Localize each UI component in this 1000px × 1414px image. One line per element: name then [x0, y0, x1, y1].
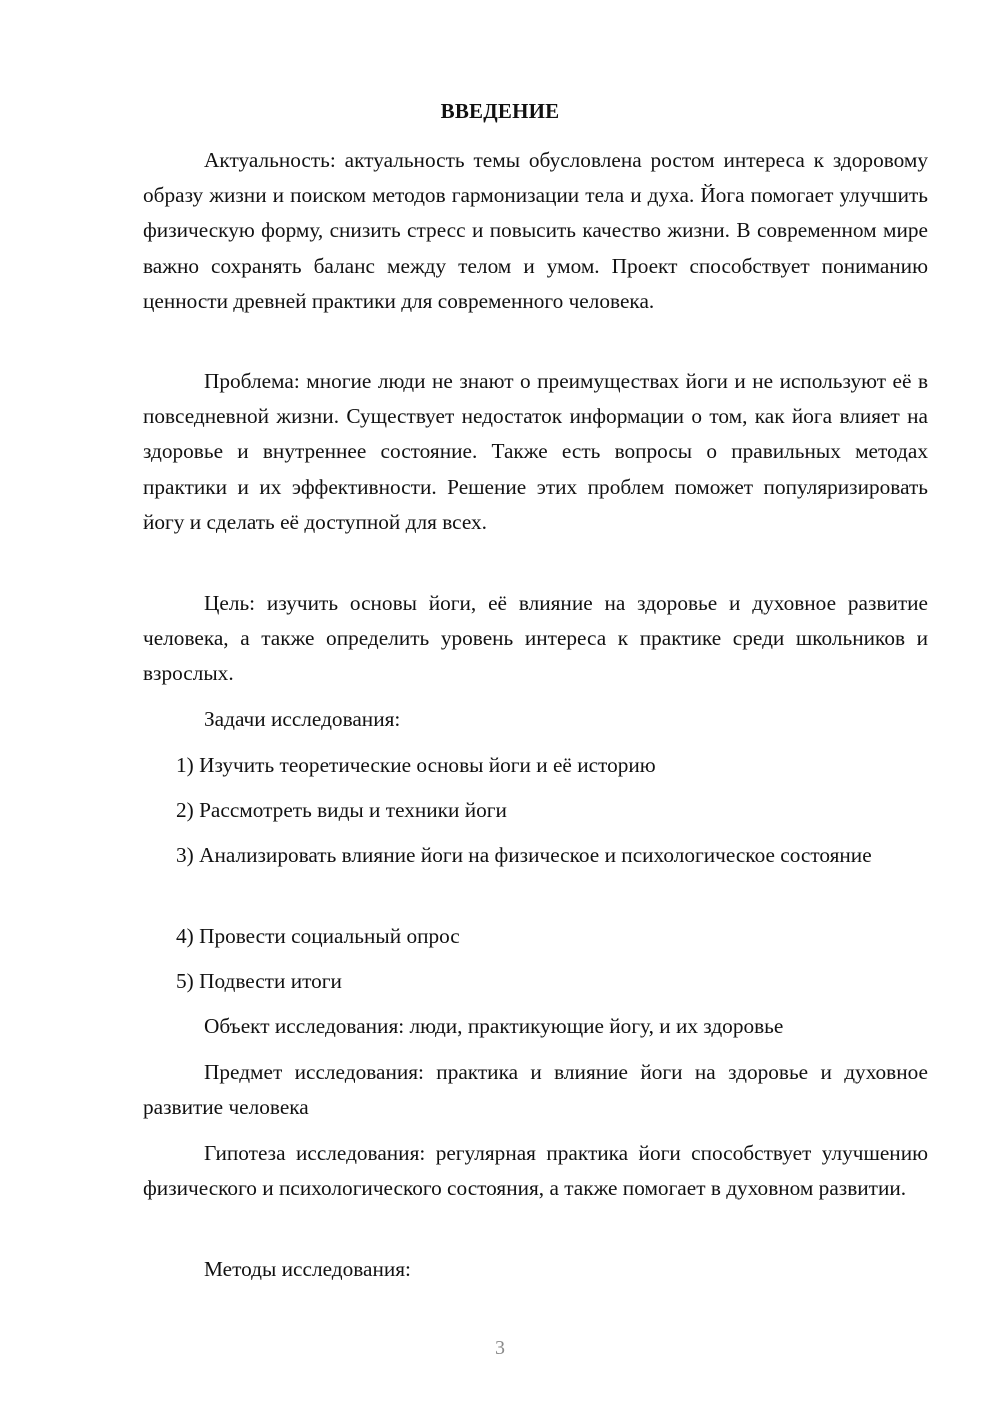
- paragraph-object: Объект исследования: люди, практикующие йогу, и их здоровье: [204, 1014, 784, 1038]
- task-item-1: 1) Изучить теоретические основы йоги и её историю: [176, 753, 656, 777]
- task-item-4: 4) Провести социальный опрос: [176, 924, 460, 948]
- task-item-2: 2) Рассмотреть виды и техники йоги: [176, 798, 507, 822]
- task-item-3: 3) Анализировать влияние йоги на физическое и психологическое состояние: [176, 843, 872, 867]
- paragraph-tasks-heading: Задачи исследования:: [204, 707, 401, 731]
- paragraph-relevance: Актуальность: актуальность темы обусловлена ростом интереса к здоровому образу жизни и поиском методов гармонизации тела и духа. Йога помогает улучшить физическую форму, снизить стресс и повысить качество жизни. В современном мире важно сохранять баланс между телом и умом. Проект способствует пониманию ценности древней практики для современного человека.: [143, 148, 928, 313]
- paragraph-hypothesis: Гипотеза исследования: регулярная практика йоги способствует улучшению физического и психологического состояния, а также помогает в духовном развитии.: [143, 1141, 928, 1201]
- paragraph-goal: Цель: изучить основы йоги, её влияние на здоровье и духовное развитие человека, а также определить уровень интереса к практике среди школьников и взрослых.: [143, 591, 928, 686]
- paragraph-methods: Методы исследования:: [204, 1257, 411, 1281]
- task-item-5: 5) Подвести итоги: [176, 969, 342, 993]
- section-title: ВВЕДЕНИЕ: [440, 99, 560, 123]
- page-number: 3: [495, 1337, 505, 1359]
- paragraph-subject: Предмет исследования: практика и влияние йоги на здоровье и духовное развитие человека: [143, 1060, 928, 1120]
- paragraph-problem: Проблема: многие люди не знают о преимуществах йоги и не используют её в повседневной жизни. Существует недостаток информации о том, как йога влияет на здоровье и внутреннее состояние. Также есть вопросы о правильных методах практики и их эффективности. Решение этих проблем поможет популяризировать йогу и сделать её доступной для всех.: [143, 369, 928, 534]
